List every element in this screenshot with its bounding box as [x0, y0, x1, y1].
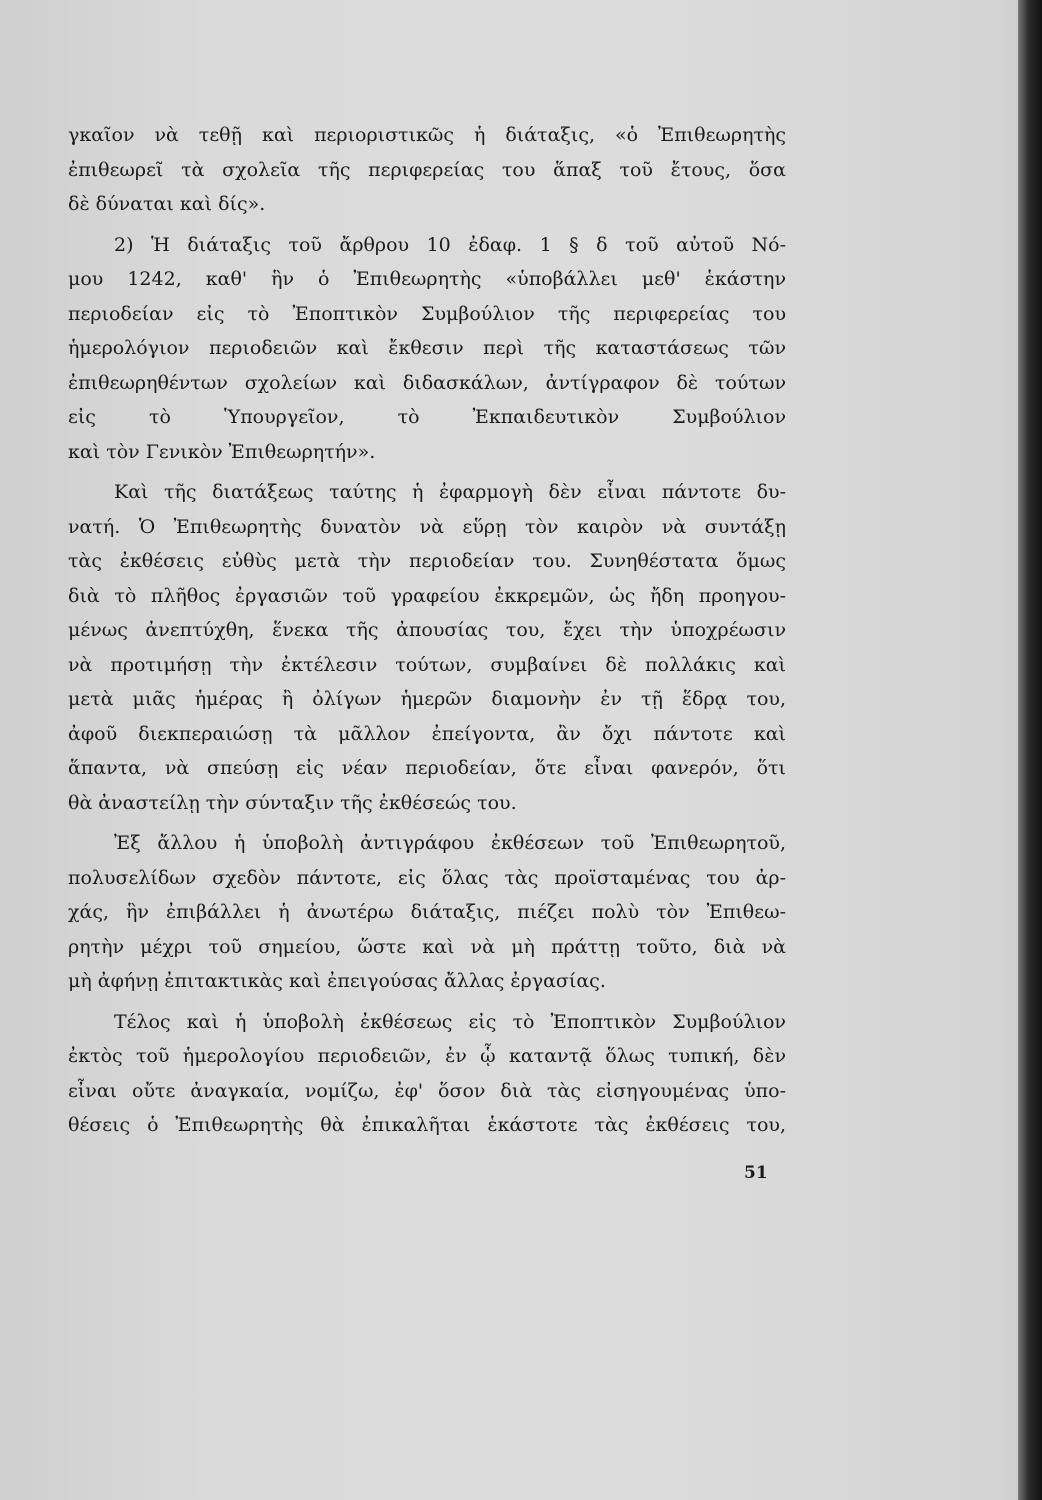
text-line: μένως ἀνεπτύχθη, ἕνεκα τῆς ἀπουσίας του, ἔχει τὴν ὑποχρέωσιν — [68, 619, 786, 641]
text-line: ἅπαντα, νὰ σπεύσῃ εἰς νέαν περιοδείαν, ὅτε εἶναι φανερόν, ὅτι — [68, 757, 786, 779]
text-line: δὲ δύναται καὶ δίς». — [68, 193, 266, 215]
text-line: γκαῖον νὰ τεθῇ καὶ περιοριστικῶς ἡ διάταξις, «ὁ Ἐπιθεωρητὴς — [68, 124, 786, 146]
text-line: ἐπιθεωρεῖ τὰ σχολεῖα τῆς περιφερείας του ἅπαξ τοῦ ἔτους, ὅσα — [68, 158, 786, 181]
paragraph-start-line: Ἐξ ἄλλου ἡ ὑποβολὴ ἀντιγράφου ἐκθέσεων τοῦ Ἐπιθεωρητοῦ, — [114, 832, 786, 854]
page-edge-shadow — [1018, 0, 1042, 1500]
text-line: θὰ ἀναστείλῃ τὴν σύνταξιν τῆς ἐκθέσεώς του. — [68, 791, 517, 814]
text-line: μὴ ἀφήνῃ ἐπιτακτικὰς καὶ ἐπειγούσας ἄλλας ἐργασίας. — [68, 970, 606, 992]
text-line: θέσεις ὁ Ἐπιθεωρητὴς θὰ ἐπικαλῆται ἑκάστοτε τὰς ἐκθέσεις του, — [68, 1114, 786, 1136]
paragraph-start-line: 2) Ἡ διάταξις τοῦ ἄρθρου 10 ἐδαφ. 1 § δ τοῦ αὐτοῦ Νό- — [114, 233, 786, 256]
page-number: 51 — [744, 1163, 768, 1183]
text-line: ἡμερολόγιον περιοδειῶν καὶ ἔκθεσιν περὶ τῆς καταστάσεως τῶν — [68, 337, 786, 359]
text-line: νατή. Ὁ Ἐπιθεωρητὴς δυνατὸν νὰ εὕρῃ τὸν καιρὸν νὰ συντάξῃ — [68, 515, 786, 538]
text-line: ἀφοῦ διεκπεραιώσῃ τὰ μᾶλλον ἐπείγοντα, ἂν ὄχι πάντοτε καὶ — [68, 722, 786, 745]
text-line: περιοδείαν εἰς τὸ Ἐποπτικὸν Συμβούλιον τῆς περιφερείας του — [68, 302, 786, 325]
text-line: διὰ τὸ πλῆθος ἐργασιῶν τοῦ γραφείου ἐκκρεμῶν, ὡς ἤδη προηγου- — [68, 584, 786, 607]
text-line: μου 1242, καθ' ἣν ὁ Ἐπιθεωρητὴς «ὑποβάλλει μεθ' ἑκάστην — [68, 268, 786, 290]
text-line: χάς, ἣν ἐπιβάλλει ἡ ἀνωτέρω διάταξις, πιέζει πολὺ τὸν Ἐπιθεω- — [68, 901, 786, 923]
body-text — [68, 118, 786, 1143]
text-line: ἐκτὸς τοῦ ἡμερολογίου περιοδειῶν, ἐν ᾧ καταντᾷ ὅλως τυπική, δὲν — [68, 1045, 786, 1067]
text-line: ρητὴν μέχρι τοῦ σημείου, ὥστε καὶ νὰ μὴ πράττῃ τοῦτο, διὰ νὰ — [68, 935, 786, 958]
text-line: εἰς τὸ Ὑπουργεῖον, τὸ Ἐκπαιδευτικὸν Συμβούλιον — [68, 406, 786, 428]
text-line: καὶ τὸν Γενικὸν Ἐπιθεωρητήν». — [68, 440, 376, 463]
paragraph-start-line: Τέλος καὶ ἡ ὑποβολὴ ἐκθέσεως εἰς τὸ Ἐποπτικὸν Συμβούλιον — [114, 1010, 786, 1033]
text-line: πολυσελίδων σχεδὸν πάντοτε, εἰς ὅλας τὰς προϊσταμένας του ἀρ- — [68, 866, 786, 889]
text-line: ἐπιθεωρηθέντων σχολείων καὶ διδασκάλων, ἀντίγραφον δὲ τούτων — [68, 371, 786, 394]
text-line: νὰ προτιμήσῃ τὴν ἐκτέλεσιν τούτων, συμβαίνει δὲ πολλάκις καὶ — [68, 653, 786, 676]
text-line: τὰς ἐκθέσεις εὐθὺς μετὰ τὴν περιοδείαν του. Συνηθέστατα ὅμως — [68, 550, 786, 572]
text-line: εἶναι οὔτε ἀναγκαία, νομίζω, ἐφ' ὅσον διὰ τὰς εἰσηγουμένας ὑπο- — [68, 1079, 786, 1102]
text-line: μετὰ μιᾶς ἡμέρας ἢ ὀλίγων ἡμερῶν διαμονὴν ἐν τῇ ἕδρᾳ του, — [68, 688, 786, 710]
paragraph-start-line: Καὶ τῆς διατάξεως ταύτης ἡ ἐφαρμογὴ δὲν εἶναι πάντοτε δυ- — [114, 481, 786, 503]
